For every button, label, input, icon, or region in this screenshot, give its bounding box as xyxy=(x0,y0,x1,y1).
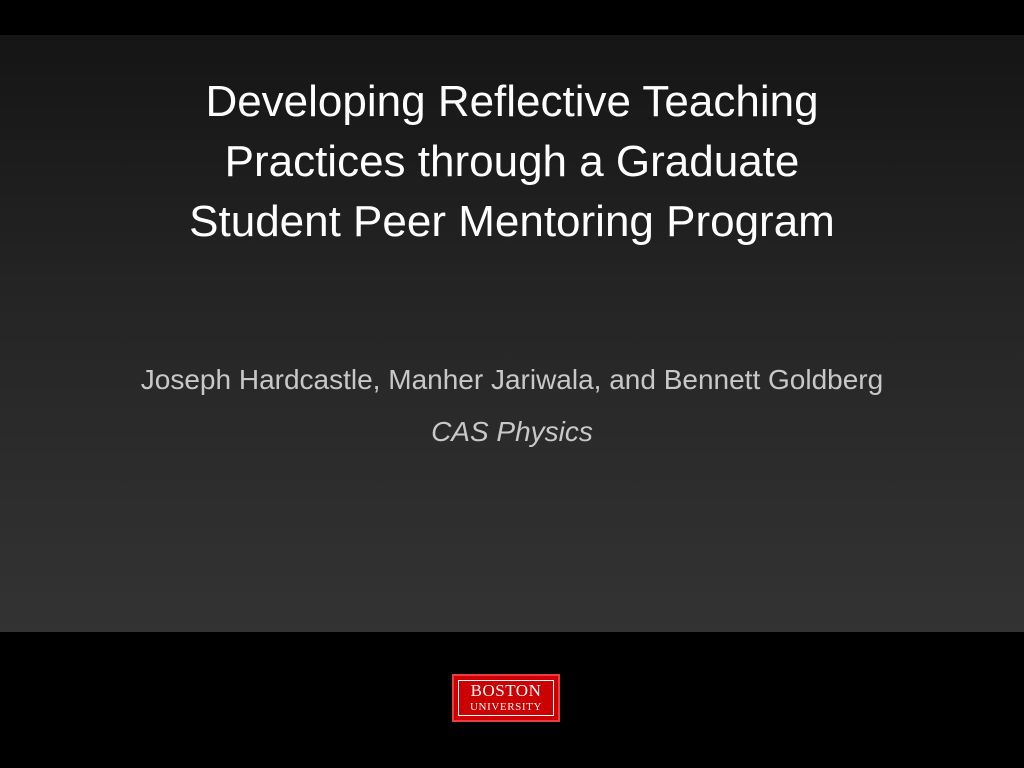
top-black-bar xyxy=(0,0,1024,35)
title-line-3: Student Peer Mentoring Program xyxy=(189,197,835,246)
logo-word-university: UNIVERSITY xyxy=(470,701,542,713)
authors-line: Joseph Hardcastle, Manher Jariwala, and Bennett Goldberg xyxy=(140,364,884,395)
title-line-1: Developing Reflective Teaching xyxy=(205,77,819,126)
title-line-2: Practices through a Graduate xyxy=(224,137,800,186)
slide-title xyxy=(62,72,962,252)
boston-university-logo xyxy=(452,674,560,722)
logo-word-boston: BOSTON xyxy=(470,681,542,700)
department-line: CAS Physics xyxy=(431,416,593,447)
